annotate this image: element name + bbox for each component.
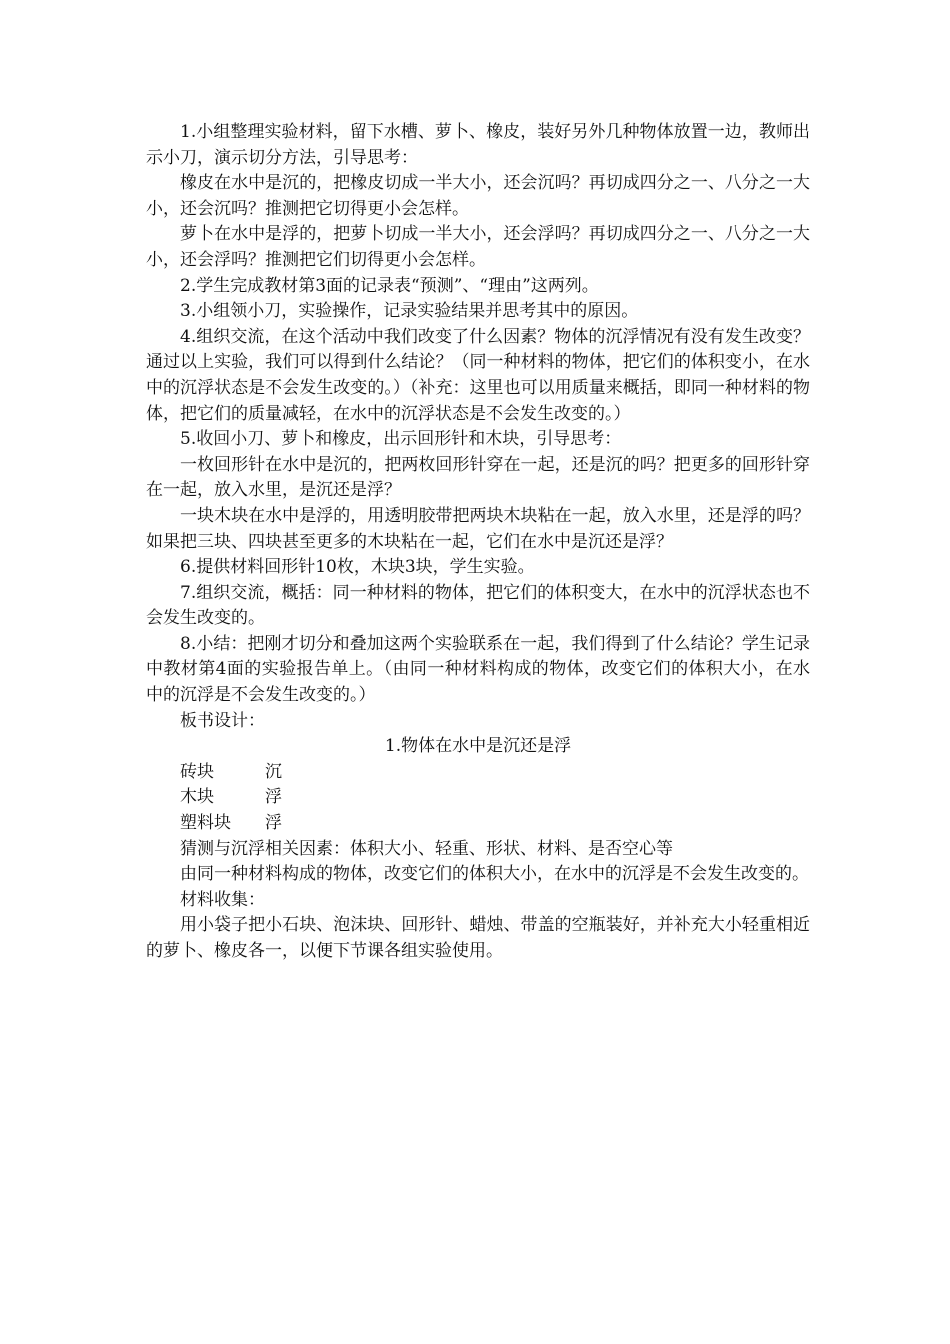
step-4-paragraph: 4.组织交流，在这个活动中我们改变了什么因素？物体的沉浮情况有没有发生改变？通过以上实验，我们可以得到什么结论？（同一种材料的物体，把它们的体积变小，在水中的沉浮状态是不会发生改变的。）（补充：这里也可以用质量来概括，即同一种材料的物体，把它们的质量减轻，在水中的沉浮状态是不会发生改变的。） — [146, 326, 810, 424]
paperclip-question-paragraph: 一枚回形针在水中是沉的，把两枚回形针穿在一起，还是沉的吗？把更多的回形针穿在一起，放入水里，是沉还是浮？ — [146, 454, 810, 501]
step-6-paragraph: 6.提供材料回形针10枚，木块3块，学生实验。 — [180, 557, 535, 578]
step-3-paragraph: 3.小组领小刀，实验操作，记录实验结果并思考其中的原因。 — [180, 301, 639, 322]
eraser-question-paragraph: 橡皮在水中是沉的，把橡皮切成一半大小，还会沉吗？再切成四分之一、八分之一大小，还会沉吗？推测把它切得更小会怎样。 — [146, 173, 810, 219]
step-7-paragraph: 7.组织交流，概括：同一种材料的物体，把它们的体积变大，在水中的沉浮状态也不会发生改变的。 — [146, 582, 810, 629]
document-page — [146, 120, 810, 965]
board-state: 沉 — [265, 761, 282, 782]
board-title: 1.物体在水中是沉还是浮 — [384, 736, 572, 757]
board-item: 木块 — [180, 787, 214, 808]
factors-guess-paragraph: 猜测与沉浮相关因素：体积大小、轻重、形状、材料、是否空心等 — [180, 838, 673, 859]
conclusion-paragraph: 由同一种材料构成的物体，改变它们的体积大小，在水中的沉浮是不会发生改变的。 — [180, 864, 809, 885]
step-8-paragraph: 8.小结：把刚才切分和叠加这两个实验联系在一起，我们得到了什么结论？学生记录中教材第4面的实验报告单上。（由同一种材料构成的物体，改变它们的体积大小，在水中的沉浮是不会发生改变的。） — [146, 633, 810, 706]
board-row-plastic — [146, 811, 810, 837]
board-item: 砖块 — [180, 761, 214, 782]
board-row-brick — [146, 760, 810, 786]
woodblock-question-paragraph: 一块木块在水中是浮的，用透明胶带把两块木块粘在一起，放入水里，还是浮的吗？如果把三块、四块甚至更多的木块粘在一起，它们在水中是沉还是浮？ — [146, 505, 810, 552]
board-item: 塑料块 — [180, 813, 231, 834]
radish-question-paragraph: 萝卜在水中是浮的，把萝卜切成一半大小，还会浮吗？再切成四分之一、八分之一大小，还会浮吗？推测把它们切得更小会怎样。 — [146, 224, 810, 270]
step-2-paragraph: 2.学生完成教材第3面的记录表“预测”、“理由”这两列。 — [180, 275, 599, 296]
board-state: 浮 — [265, 813, 282, 834]
materials-paragraph: 用小袋子把小石块、泡沫块、回形针、蜡烛、带盖的空瓶装好，并补充大小轻重相近的萝卜、橡皮各一，以便下节课各组实验使用。 — [146, 915, 810, 961]
materials-heading: 材料收集： — [180, 889, 265, 910]
step-5-paragraph: 5.收回小刀、萝卜和橡皮，出示回形针和木块，引导思考： — [180, 429, 622, 450]
board-state: 浮 — [265, 787, 282, 808]
board-row-wood — [146, 785, 810, 811]
board-design-heading: 板书设计： — [180, 710, 265, 731]
step-1-paragraph: 1.小组整理实验材料，留下水槽、萝卜、橡皮，装好另外几种物体放置一边，教师出示小刀，演示切分方法，引导思考： — [146, 122, 810, 168]
